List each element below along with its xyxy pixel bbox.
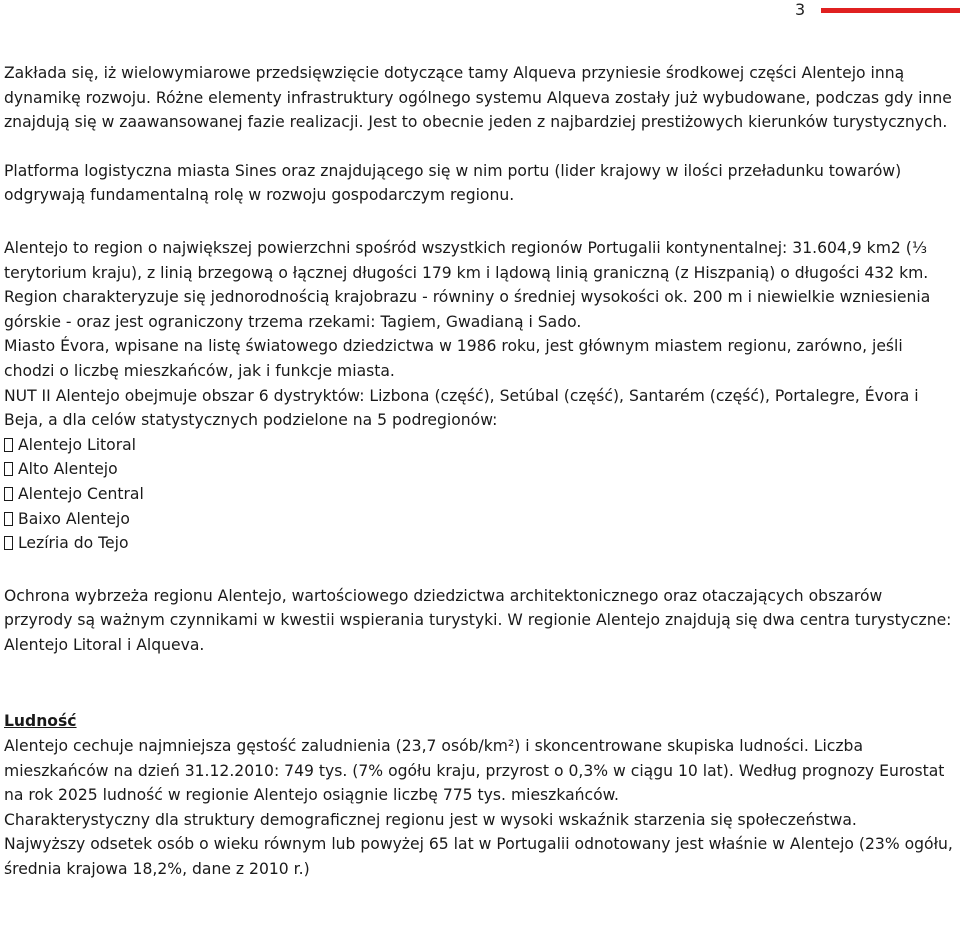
- missing-glyph-icon: [4, 438, 13, 452]
- list-item-label: Alentejo Litoral: [18, 435, 136, 454]
- list-item: [4, 531, 954, 556]
- paragraph-sines: Platforma logistyczna miasta Sines oraz znajdującego się w nim portu (lider krajowy w ilości przeładunku towarów) odgrywają fundamentalną rolę w rozwoju gospodarczym regionu.: [4, 161, 902, 205]
- paragraph-elderly-share: Najwyższy odsetek osób o wieku równym lub powyżej 65 lat w Portugalii odnotowany jest właśnie w Alentejo (23% ogółu, średnia krajowa 18,2%, dane z 2010 r.): [4, 835, 953, 879]
- missing-glyph-icon: [4, 487, 13, 501]
- paragraph-alqueva: Zakłada się, iż wielowymiarowe przedsięwzięcie dotyczące tamy Alqueva przyniesie środkowej części Alentejo inną dynamikę rozwoju. Różne elementy infrastruktury ogólnego systemu Alqueva zostały już wybudowane, podczas gdy inne znajdują się w zaawansowanej fazie realizacji. Jest to obecnie jeden z najbardziej prestiżowych kierunków turystycznych.: [4, 64, 952, 132]
- paragraph-spacer: [4, 135, 954, 159]
- list-item: [4, 457, 954, 482]
- missing-glyph-icon: [4, 462, 13, 476]
- header-accent-bar: [821, 8, 960, 13]
- paragraph-spacer: [4, 208, 954, 236]
- paragraph-spacer: [4, 657, 954, 685]
- missing-glyph-icon: [4, 512, 13, 526]
- paragraph-region-area: Alentejo to region o największej powierzchni spośród wszystkich regionów Portugalii kontynentalnej: 31.604,9 km2 (⅓ terytorium kraju), z linią brzegową o łącznej długości 179 km i lądową linią graniczną (z Hiszpanią) o długości 432 km.: [4, 238, 929, 282]
- page-number: 3: [795, 0, 806, 19]
- paragraph-spacer: [4, 685, 954, 709]
- document-body: [4, 61, 954, 882]
- missing-glyph-icon: [4, 536, 13, 550]
- list-item: [4, 507, 954, 532]
- paragraph-landscape: Region charakteryzuje się jednorodnością krajobrazu - równiny o średniej wysokości ok. 200 m i niewielkie wzniesienia górskie - oraz jest ograniczony trzema rzekami: Tagiem, Gwadianą i Sado.: [4, 288, 931, 331]
- paragraph-population: Alentejo cechuje najmniejsza gęstość zaludnienia (23,7 osób/km²) i skoncentrowane skupiska ludności. Liczba mieszkańców na dzień 31.12.2010: 749 tys. (7% ogółu kraju, przyrost o 0,3% w ciągu 10 lat). Według prognozy Eurostat na rok 2025 ludność w regionie Alentejo osiągnie liczbę 775 tys. mieszkańców.: [4, 737, 945, 805]
- paragraph-spacer: [4, 556, 954, 584]
- paragraph-aging: Charakterystyczny dla struktury demograficznej regionu jest w wysoki wskaźnik starzenia się społeczeństwa.: [4, 810, 857, 829]
- section-heading: Ludność: [4, 712, 77, 731]
- list-item-label: Lezíria do Tejo: [18, 534, 129, 553]
- paragraph-evora: Miasto Évora, wpisane na listę światowego dziedzictwa w 1986 roku, jest głównym miastem regionu, zarówno, jeśli chodzi o liczbę mieszkańców, jak i funkcje miasta.: [4, 337, 903, 380]
- paragraph-coast-protection: Ochrona wybrzeża regionu Alentejo, wartościowego dziedzictwa architektonicznego oraz otaczających obszarów przyrody są ważnym czynnikami w kwestii wspierania turystyki. W regionie Alentejo znajdują się dwa centra turystyczne: Alentejo Litoral i Alqueva.: [4, 586, 952, 654]
- list-item: [4, 482, 954, 507]
- list-item-label: Baixo Alentejo: [18, 509, 130, 528]
- subregion-list: [4, 433, 954, 556]
- paragraph-nut-ii: NUT II Alentejo obejmuje obszar 6 dystryktów: Lizbona (część), Setúbal (część), Santarém (część), Portalegre, Évora i Beja, a dla celów statystycznych podzielone na 5 podregionów:: [4, 386, 919, 430]
- list-item: [4, 433, 954, 458]
- list-item-label: Alentejo Central: [18, 484, 144, 503]
- list-item-label: Alto Alentejo: [18, 460, 118, 479]
